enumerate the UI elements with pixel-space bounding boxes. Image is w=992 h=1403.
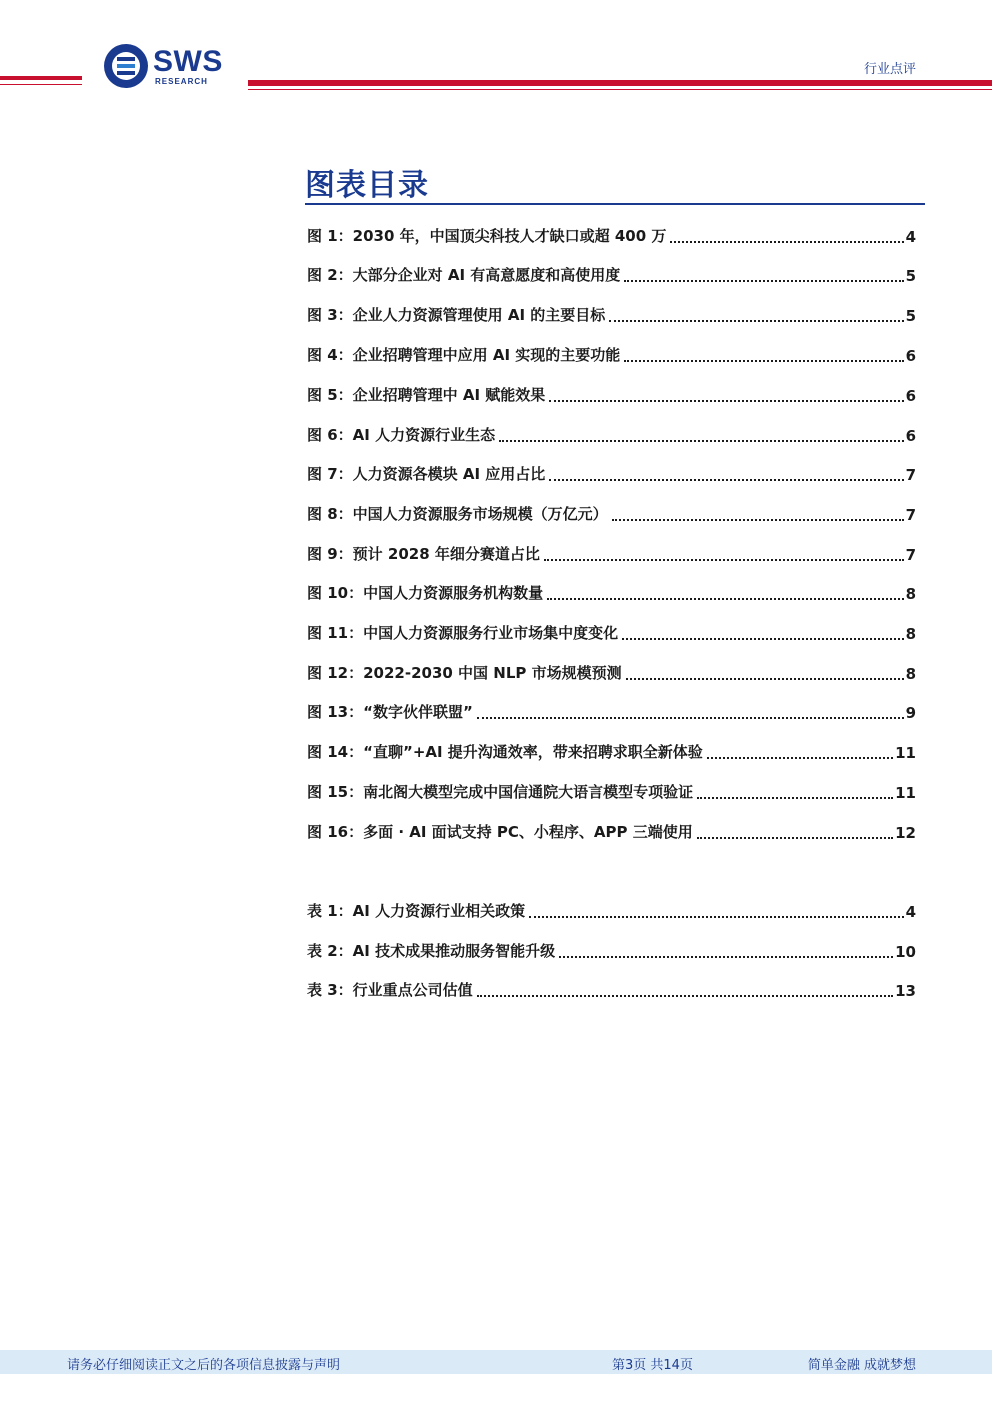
report-type: 行业点评 <box>863 62 916 77</box>
toc-entry-page: 8 <box>905 585 916 603</box>
toc-entry-label: 图 13：“数字伙伴联盟” <box>307 703 473 721</box>
toc-entry-label: 图 2：大部分企业对 AI 有高意愿度和高使用度 <box>307 266 621 284</box>
toc-entry-label: 图 3：企业人力资源管理使用 AI 的主要目标 <box>307 306 606 324</box>
leader-dots <box>549 478 903 481</box>
toc-entry-page: 8 <box>905 665 916 683</box>
toc-entry-page: 11 <box>895 784 916 802</box>
toc-entry-page: 6 <box>905 347 916 365</box>
toc-entry-label: 图 9：预计 2028 年细分赛道占比 <box>307 545 540 563</box>
toc-entry-page: 6 <box>905 387 916 405</box>
toc-entry-label: 图 8：中国人力资源服务市场规模（万亿元） <box>307 505 608 523</box>
toc-entry-fig-6[interactable] <box>307 423 916 445</box>
toc-entry-label: 图 11：中国人力资源服务行业市场集中度变化 <box>307 624 619 642</box>
leader-dots <box>670 240 903 243</box>
toc-entry-page: 8 <box>905 625 916 643</box>
toc-entry-page: 6 <box>905 427 916 445</box>
leader-dots <box>622 637 903 640</box>
toc-entry-label: 图 15：南北阁大模型完成中国信通院大语言模型专项验证 <box>307 783 694 801</box>
toc-entry-fig-1[interactable] <box>307 224 916 246</box>
toc-entry-label: 图 12：2022-2030 中国 NLP 市场规模预测 <box>307 664 622 682</box>
toc-entry-label: 表 3：行业重点公司估值 <box>307 981 473 999</box>
toc-entry-page: 10 <box>895 943 916 961</box>
toc-entry-fig-11[interactable] <box>307 621 916 643</box>
leader-dots <box>624 359 903 362</box>
leader-dots <box>544 558 904 561</box>
toc-entry-label: 图 7：人力资源各模块 AI 应用占比 <box>307 465 546 483</box>
logo-subtitle: RESEARCH <box>155 77 208 86</box>
toc-entry-fig-16[interactable] <box>307 820 916 842</box>
sws-logo-icon <box>103 43 149 89</box>
toc-entry-label: 图 14：“直聊”+AI 提升沟通效率，带来招聘求职全新体验 <box>307 743 703 761</box>
toc-entry-fig-7[interactable] <box>307 462 916 484</box>
sws-logo <box>103 43 233 89</box>
footer-page-info: 第3页 共14页 <box>612 1358 693 1373</box>
header-rule-left-thin <box>0 84 82 85</box>
toc-entry-page: 7 <box>905 506 916 524</box>
toc-entry-label: 表 2：AI 技术成果推动服务智能升级 <box>307 942 556 960</box>
toc-entry-table-1[interactable] <box>307 899 916 921</box>
toc-entry-page: 7 <box>905 546 916 564</box>
leader-dots <box>612 518 904 521</box>
toc-entry-page: 4 <box>905 903 916 921</box>
toc-entry-page: 12 <box>895 824 916 842</box>
toc-entry-page: 13 <box>895 982 916 1000</box>
toc-entry-label: 图 1：2030 年，中国顶尖科技人才缺口或超 400 万 <box>307 227 667 245</box>
header-rule-right-thin <box>248 89 992 90</box>
leader-dots <box>707 756 893 759</box>
toc-entry-fig-15[interactable] <box>307 780 916 802</box>
toc-entry-fig-9[interactable] <box>307 542 916 564</box>
toc-entry-label: 图 10：中国人力资源服务机构数量 <box>307 584 544 602</box>
toc-entry-label: 图 16：多面 · AI 面试支持 PC、小程序、APP 三端使用 <box>307 823 693 841</box>
toc-entry-fig-4[interactable] <box>307 343 916 365</box>
toc-entry-fig-13[interactable] <box>307 700 916 722</box>
toc-entry-page: 4 <box>905 228 916 246</box>
leader-dots <box>624 279 903 282</box>
toc-entry-table-3[interactable] <box>307 978 916 1000</box>
toc-entry-page: 7 <box>905 466 916 484</box>
leader-dots <box>529 915 903 918</box>
toc-entry-label: 表 1：AI 人力资源行业相关政策 <box>307 902 526 920</box>
leader-dots <box>547 597 903 600</box>
leader-dots <box>697 796 893 799</box>
toc-entry-fig-2[interactable] <box>307 263 916 285</box>
leader-dots <box>626 677 904 680</box>
leader-dots <box>477 716 904 719</box>
leader-dots <box>559 955 893 958</box>
leader-dots <box>697 836 893 839</box>
leader-dots <box>499 439 903 442</box>
toc-entry-fig-5[interactable] <box>307 383 916 405</box>
leader-dots <box>549 399 903 402</box>
header-rule-left <box>0 76 82 80</box>
toc-entry-fig-14[interactable] <box>307 740 916 762</box>
toc-entry-page: 9 <box>905 704 916 722</box>
title-divider <box>305 203 925 205</box>
leader-dots <box>609 319 903 322</box>
toc-entry-table-2[interactable] <box>307 939 916 961</box>
toc-entry-fig-10[interactable] <box>307 581 916 603</box>
toc-entry-page: 5 <box>905 307 916 325</box>
toc-entry-fig-8[interactable] <box>307 502 916 524</box>
logo-wordmark: SWS <box>153 45 223 78</box>
leader-dots <box>477 994 893 997</box>
toc-entry-page: 5 <box>905 267 916 285</box>
toc-entry-label: 图 6：AI 人力资源行业生态 <box>307 426 496 444</box>
header-rule-right <box>248 80 992 86</box>
toc-entry-fig-12[interactable] <box>307 661 916 683</box>
toc-entry-label: 图 5：企业招聘管理中 AI 赋能效果 <box>307 386 546 404</box>
toc-entry-page: 11 <box>895 744 916 762</box>
footer-slogan: 简单金融 成就梦想 <box>807 1358 916 1373</box>
page-title: 图表目录 <box>305 168 429 203</box>
toc-entry-fig-3[interactable] <box>307 303 916 325</box>
footer-disclaimer: 请务必仔细阅读正文之后的各项信息披露与声明 <box>67 1358 341 1373</box>
toc-entry-label: 图 4：企业招聘管理中应用 AI 实现的主要功能 <box>307 346 621 364</box>
